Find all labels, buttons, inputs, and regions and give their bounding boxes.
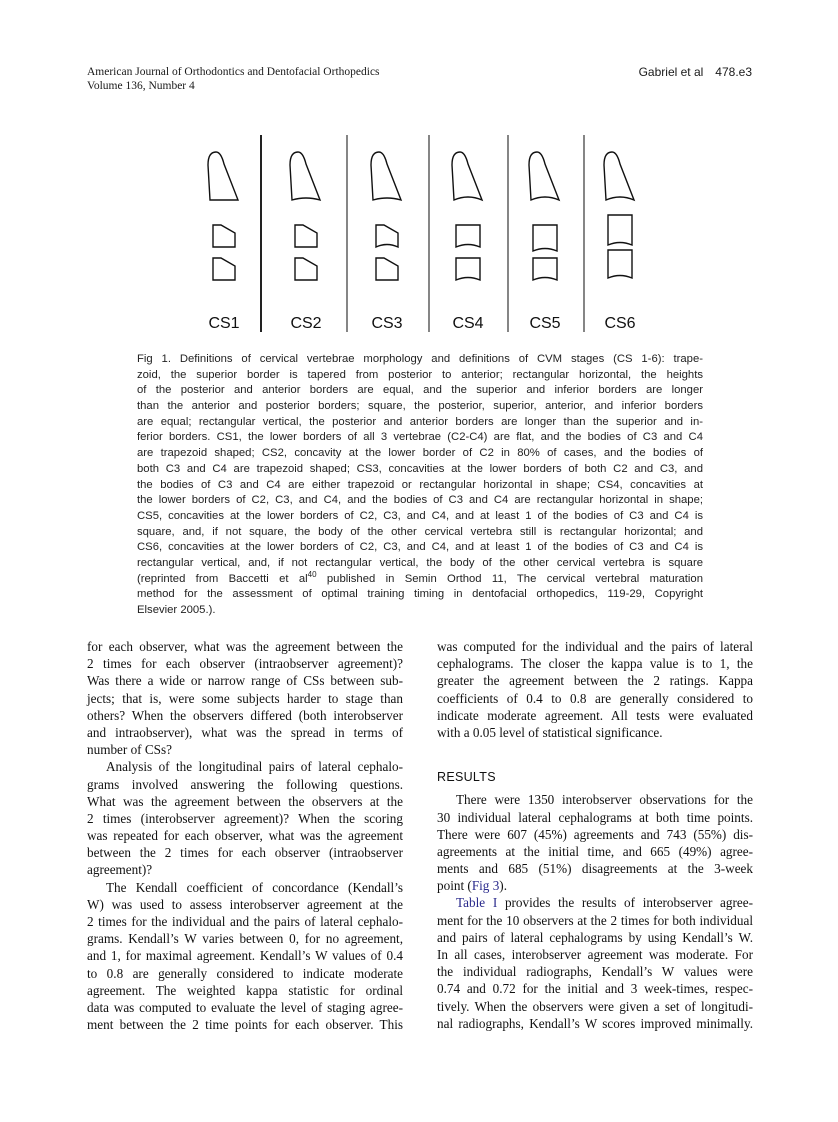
caption-line <box>137 399 703 415</box>
cvm-stages-figure <box>180 130 660 340</box>
caption-line <box>137 587 703 603</box>
text-line: In all cases, interobserver agreement was moderate. For <box>437 947 753 962</box>
stage-cs4 <box>452 152 484 332</box>
text-line: 0.74 and 0.72 for the initial and 3 week-times, respec- <box>437 981 753 997</box>
page-number: 478.e3 <box>715 65 752 79</box>
caption-line <box>137 540 703 556</box>
text-line: There were 1350 interobserver observations for the <box>456 792 753 808</box>
paragraph <box>87 758 403 878</box>
running-header <box>87 65 380 93</box>
caption-line <box>137 462 703 478</box>
caption-line <box>137 368 703 384</box>
caption-line <box>137 352 703 368</box>
text-line: ment for the 10 observers at the 2 times for both individual <box>437 912 753 928</box>
caption-line <box>137 493 703 509</box>
text-line <box>437 894 753 911</box>
text-line: with a 0.05 level of statistical significance. <box>437 724 663 740</box>
stage-cs3 <box>371 152 403 332</box>
c3-vertebra <box>295 225 317 247</box>
stage-label: CS6 <box>604 315 636 332</box>
stage-cs1 <box>208 152 240 332</box>
caption-text: Elsevier 2005.). <box>137 604 216 616</box>
figure-caption <box>137 352 703 619</box>
text-line: and pairs of lateral cephalograms by using Kendall’s W. <box>437 929 753 945</box>
text-segment: ). <box>499 878 507 894</box>
text-line <box>437 877 753 894</box>
text-line: agreement. The weighted kappa statistic for ordinal <box>87 982 403 998</box>
authors: Gabriel et al <box>638 65 704 79</box>
caption-text: (reprinted from Baccetti et al <box>137 572 308 585</box>
c2-vertebra <box>604 152 634 200</box>
text-segment: provides the results of interobserver agree- <box>497 895 753 911</box>
paragraph <box>87 879 403 1034</box>
text-line: to 0.8 are generally considered to indicate moderate <box>87 965 403 981</box>
caption-line <box>137 415 703 431</box>
caption-text: rectangular vertical, and, if not rectangular vertical, the body of the other cervical vertebra is square <box>137 556 703 569</box>
c4-vertebra <box>376 258 398 280</box>
stage-label: CS5 <box>529 315 561 332</box>
caption-text: the bodies of C3 and C4 are either trapezoid or rectangular horizontal in shape; CS4, concavities at <box>137 478 703 491</box>
caption-text: ferior borders. CS1, the lower borders of all 3 vertebrae (C2-C4) are flat, and the bodies of C3 and C4 <box>137 431 703 444</box>
text-line: indicate moderate agreement. All tests were evaluated <box>437 707 753 723</box>
stage-label: CS1 <box>208 315 240 332</box>
text-line: others? When the observers differed (both interobserver <box>87 707 403 723</box>
text-line: was repeated for each observer, what was the agreement <box>87 828 403 844</box>
text-line: data was computed to evaluate the level of staging agree- <box>87 999 403 1015</box>
caption-line <box>137 569 703 588</box>
text-line: ment between the 2 time points for each observer. This <box>87 1017 403 1033</box>
caption-text: method for the assessment of optimal training timing in dentofacial orthopedics, 119-29, Copyright <box>137 588 703 601</box>
c2-vertebra <box>371 152 401 200</box>
paragraph <box>437 791 753 894</box>
text-line: and intraobserver), what was the spread in terms of <box>87 724 403 740</box>
stage-cs6 <box>604 152 636 332</box>
stage-cs5 <box>529 152 561 332</box>
text-line: W) was used to assess interobserver agreement at the <box>87 896 403 912</box>
text-line: agreements at the initial time, and 665 (49%) agree- <box>437 843 753 859</box>
text-line: greater the agreement between the 2 ratings. Kappa <box>437 673 753 689</box>
text-line: tively. When the observers were given a set of longitudi- <box>437 998 753 1014</box>
stage-label: CS3 <box>371 315 403 332</box>
caption-line <box>137 525 703 541</box>
cross-reference-link[interactable]: Fig 3 <box>471 878 500 894</box>
paragraph <box>437 638 753 741</box>
caption-text: square, and, if not square, the body of the other cervical vertebra still is rectangular horizontal; and <box>137 525 703 538</box>
text-line: coefficients of 0.4 to 0.8 are generally considered to <box>437 690 753 706</box>
caption-text: CS5, concavities at the lower borders of C2, C3, and C4, and at least 1 of the bodies of C3 and C4 is <box>137 509 703 522</box>
page-header-right <box>639 65 752 79</box>
caption-text: CS6, concavities at the lower borders of C2, C3, and C4, and at least 1 of the bodies of C3 and C4 is <box>137 541 703 554</box>
paragraph <box>437 894 753 1032</box>
text-line: was computed for the individual and the pairs of lateral <box>437 639 753 654</box>
text-line: number of CSs? <box>87 742 172 758</box>
journal-volume: Volume 136, Number 4 <box>87 80 195 92</box>
c2-vertebra <box>529 152 559 200</box>
caption-text: published in Semin Orthod 11, The cervical vertebral maturation <box>316 572 703 585</box>
text-line: nal radiographs, Kendall’s W scores improved minimally. <box>437 1015 753 1031</box>
c3-vertebra <box>456 225 480 247</box>
paragraph <box>87 638 403 758</box>
c3-vertebra <box>213 225 235 247</box>
c3-vertebra <box>376 225 398 247</box>
text-line: Analysis of the longitudinal pairs of lateral cephalo- <box>106 759 403 775</box>
caption-text: Fig 1. Definitions of cervical vertebrae morphology and definitions of CVM stages (CS 1-6): trape- <box>137 353 703 365</box>
text-line: What was the agreement between the observers at the <box>87 793 403 809</box>
text-line: There were 607 (45%) agreements and 743 (55%) dis- <box>437 826 753 842</box>
text-line: 2 times for the individual and the pairs of lateral cephalo- <box>87 914 403 929</box>
c4-vertebra <box>295 258 317 280</box>
text-line: the individual radiographs, Kendall’s W values were <box>437 964 753 980</box>
caption-text: than the anterior and posterior borders; square, the posterior, superior, anterior, and inferior borders <box>137 400 703 413</box>
c3-vertebra <box>533 225 557 251</box>
c2-vertebra <box>290 152 320 200</box>
caption-line <box>137 478 703 494</box>
caption-line <box>137 446 703 462</box>
text-line: and 1, for maximal agreement. Kendall’s W values of 0.4 <box>87 948 403 964</box>
stage-cs2 <box>290 152 322 332</box>
caption-line <box>137 430 703 446</box>
c4-vertebra <box>456 258 480 280</box>
text-line: Was there a wide or narrow range of CSs between sub- <box>87 673 403 689</box>
text-line: grams. Kendall’s W varies between 0, for no agreement, <box>87 931 403 947</box>
caption-text: the lower borders of C2, C3, and C4, and the bodies of C3 and C4 are rectangular horizontal in shape; <box>137 494 703 507</box>
text-line: grams involved answering the following questions. <box>87 776 403 792</box>
text-line: agreement)? <box>87 862 153 878</box>
c3-vertebra <box>608 215 632 245</box>
citation-superscript: 40 <box>307 569 317 579</box>
section-heading-results: RESULTS <box>437 770 496 785</box>
caption-text: both C3 and C4 are trapezoid shaped; CS3, concavities at the lower borders of both C2 and C3, and <box>137 462 703 475</box>
caption-text: of the posterior and anterior borders are equal, and the superior and inferior borders are longer <box>137 384 703 397</box>
journal-title: American Journal of Orthodontics and Dentofacial Orthopedics <box>87 66 380 78</box>
stage-label: CS4 <box>452 315 484 332</box>
left-column <box>87 638 403 1033</box>
cross-reference-link[interactable]: Table I <box>456 895 498 911</box>
c4-vertebra <box>533 258 557 280</box>
text-line: for each observer, what was the agreement between the <box>87 639 403 654</box>
right-column <box>437 638 753 1032</box>
caption-text: zoid, the superior border is tapered from posterior to anterior; rectangular horizontal, the heights <box>137 368 703 381</box>
text-line: 30 individual lateral cephalograms at both time points. <box>437 809 753 825</box>
caption-line <box>137 509 703 525</box>
text-segment: point ( <box>437 878 472 894</box>
text-line: cephalograms. The closer the kappa value is to 1, the <box>437 656 753 672</box>
caption-text: are trapezoid shaped; CS2, concavity at the lower border of C2 in 80% of cases, and the bodies of <box>137 447 703 460</box>
text-line: ments and 685 (51%) disagreements at the 3-week <box>437 861 753 877</box>
c4-vertebra <box>213 258 235 280</box>
text-line: The Kendall coefficient of concordance (Kendall’s <box>106 879 403 895</box>
c4-vertebra <box>608 250 632 278</box>
c2-vertebra <box>208 152 238 200</box>
caption-line <box>137 556 703 572</box>
stage-label: CS2 <box>290 315 322 332</box>
text-line: 2 times (interobserver agreement)? When the scoring <box>87 810 403 826</box>
caption-text: are equal; rectangular vertical, the posterior and anterior borders are longer than the superior and in- <box>137 415 703 428</box>
text-line: 2 times for each observer (intraobserver agreement)? <box>87 656 403 672</box>
text-line: between the 2 times for each observer (intraobserver <box>87 845 403 861</box>
caption-line <box>137 383 703 399</box>
c2-vertebra <box>452 152 482 200</box>
caption-line <box>137 603 703 619</box>
text-line: jects; that is, were some subjects harder to stage than <box>87 690 403 706</box>
